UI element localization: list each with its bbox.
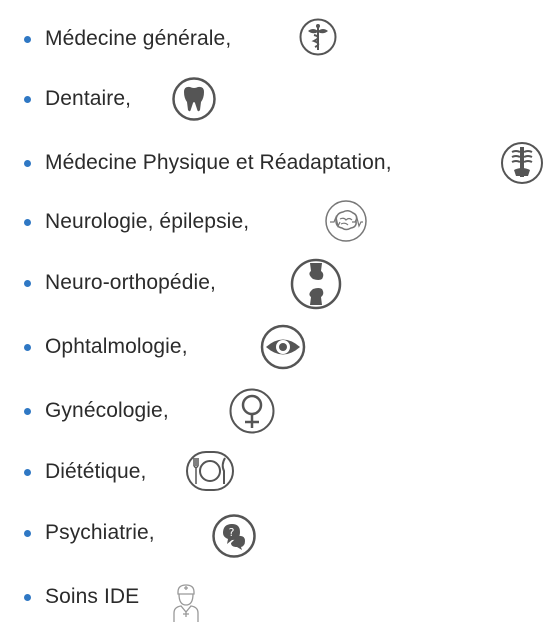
bullet [24, 594, 31, 601]
bullet [24, 280, 31, 287]
list-item [24, 513, 155, 553]
caduceus-icon [298, 17, 338, 57]
list-item [24, 577, 139, 617]
list-item [24, 263, 216, 303]
list-item [24, 452, 147, 492]
specialty-label: Gynécologie, [45, 399, 169, 422]
list-item [24, 202, 249, 242]
bullet [24, 530, 31, 537]
bullet [24, 469, 31, 476]
list-item [24, 391, 169, 431]
list-item [24, 327, 188, 367]
svg-text:?: ? [228, 526, 235, 539]
eye-icon [258, 324, 308, 370]
specialty-label: Diététique, [45, 460, 147, 483]
list-item [24, 143, 392, 183]
bullet [24, 408, 31, 415]
specialty-label: Neuro-orthopédie, [45, 271, 216, 294]
bullet [24, 219, 31, 226]
bullet [24, 36, 31, 43]
speech-bubbles-icon [211, 513, 257, 559]
brain-icon [324, 199, 368, 243]
specialty-label: Ophtalmologie, [45, 335, 188, 358]
specialty-label: Médecine générale, [45, 27, 232, 50]
female-symbol-icon [228, 386, 276, 436]
nurse-icon [169, 582, 203, 622]
plate-cutlery-icon [185, 449, 235, 493]
bone-joint-icon [289, 258, 343, 310]
list-item [24, 19, 231, 59]
specialty-label: Neurologie, épilepsie, [45, 210, 250, 233]
specialty-label: Dentaire, [45, 87, 132, 110]
bullet [24, 96, 31, 103]
specialty-label: Soins IDE [45, 585, 140, 608]
list-item [24, 79, 131, 119]
skeleton-icon [500, 140, 544, 186]
bullet [24, 344, 31, 351]
specialty-label: Psychiatrie, [45, 521, 155, 544]
specialty-label: Médecine Physique et Réadaptation, [45, 151, 392, 174]
bullet [24, 160, 31, 167]
tooth-icon [171, 76, 217, 122]
